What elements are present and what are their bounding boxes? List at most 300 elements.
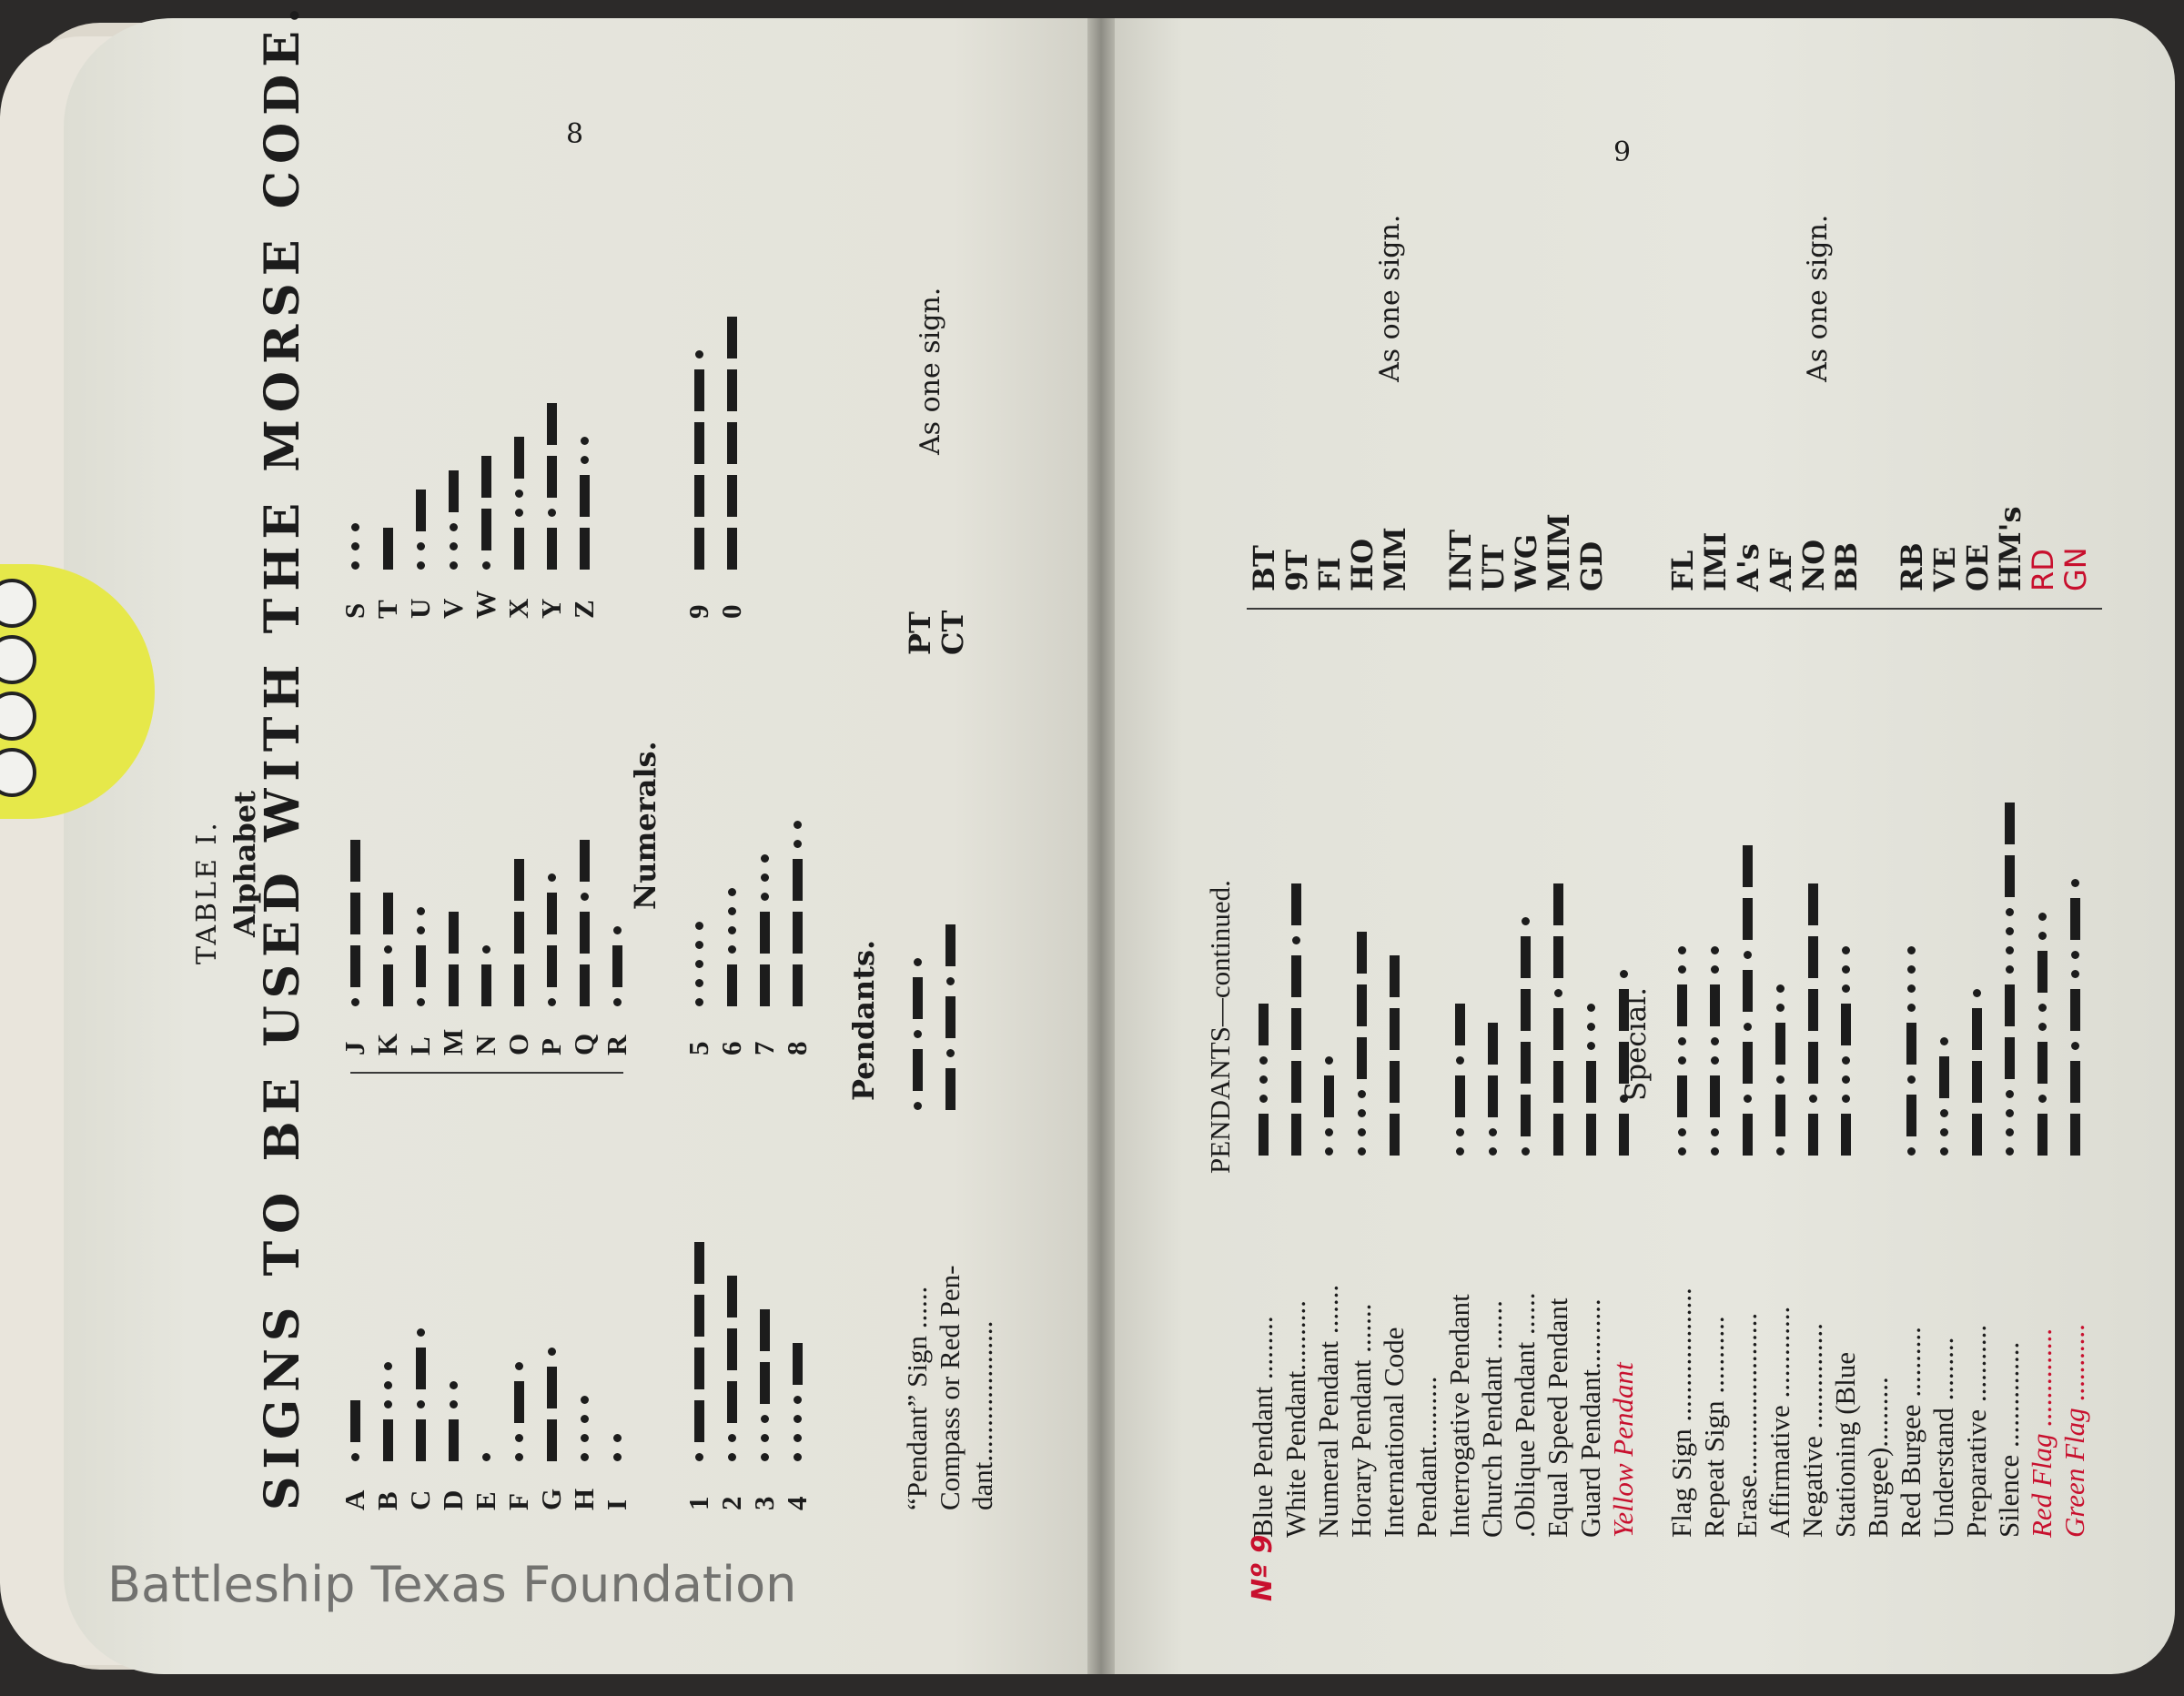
morse-dot xyxy=(450,523,458,531)
morse-dot xyxy=(1325,1147,1333,1156)
morse-dot xyxy=(1259,1075,1268,1084)
morse-dash xyxy=(547,945,557,987)
morse-dash xyxy=(416,945,426,987)
morse-dot xyxy=(1587,1042,1595,1050)
list-item xyxy=(535,398,568,619)
pendant-sign: FL xyxy=(1665,550,1700,591)
morse-dot xyxy=(728,945,736,954)
morse-dash xyxy=(350,945,360,987)
list-item xyxy=(748,815,781,1055)
morse-dash xyxy=(514,528,524,570)
morse-dot xyxy=(1711,946,1719,954)
special-label: Special. xyxy=(1620,987,1653,1101)
morse-dash xyxy=(1553,1008,1563,1050)
list-item xyxy=(437,398,470,619)
morse-dot xyxy=(2006,1147,2014,1156)
row-label: 5 xyxy=(682,1041,714,1055)
morse-dash xyxy=(727,1276,737,1317)
morse-dash xyxy=(449,964,459,1006)
morse-dot xyxy=(450,561,458,570)
morse-dot xyxy=(1776,984,1785,993)
morse-dash xyxy=(1390,1061,1400,1103)
morse-code xyxy=(383,522,393,575)
morse-dot xyxy=(695,998,703,1006)
row-label: “Pendant” Sign ...... xyxy=(901,1286,933,1510)
handwritten-note: Nº 9 xyxy=(1247,1534,1279,1601)
morse-dash xyxy=(945,924,956,966)
list-item xyxy=(781,1237,814,1510)
morse-dot xyxy=(351,998,359,1006)
morse-dash xyxy=(1743,970,1753,1012)
morse-dash xyxy=(514,964,524,1006)
morse-dash xyxy=(547,1367,557,1408)
morse-dash xyxy=(1553,1061,1563,1103)
row-label: Equal Speed Pendant xyxy=(1542,1297,1573,1538)
numerals-label: Numerals. xyxy=(628,741,662,910)
morse-dash xyxy=(449,912,459,954)
alphabet-column-3 xyxy=(339,398,601,619)
morse-dot xyxy=(1678,1056,1686,1065)
morse-dot xyxy=(515,1453,523,1461)
morse-dot xyxy=(695,960,703,968)
morse-dash xyxy=(547,528,557,570)
morse-dot xyxy=(1744,1023,1752,1031)
pendant-sign: OE xyxy=(1960,543,1995,591)
list-item xyxy=(535,834,568,1055)
morse-dot xyxy=(1940,1109,1948,1117)
morse-dash xyxy=(793,859,803,901)
list-item xyxy=(535,1323,568,1510)
morse-code xyxy=(580,834,590,1012)
row-label: R xyxy=(601,1035,632,1055)
morse-code xyxy=(2005,797,2015,1161)
morse-code xyxy=(1586,998,1596,1161)
morse-code xyxy=(449,465,459,575)
numerals-column-3 xyxy=(682,311,748,619)
morse-code xyxy=(580,431,590,575)
list-item xyxy=(371,1323,404,1510)
list-item xyxy=(502,834,535,1055)
morse-dot xyxy=(761,893,769,901)
list-item xyxy=(682,1237,715,1510)
morse-dot xyxy=(1678,1128,1686,1136)
pendant-sign: PT xyxy=(903,611,937,655)
morse-code xyxy=(1455,998,1465,1161)
morse-dash xyxy=(1357,984,1367,1026)
morse-dot xyxy=(515,490,523,498)
morse-dot xyxy=(794,1396,802,1404)
row-label: D xyxy=(437,1489,469,1510)
pendant-sign: RB xyxy=(1895,542,1929,591)
morse-dash xyxy=(727,369,737,411)
morse-code xyxy=(793,815,803,1012)
morse-code xyxy=(1390,950,1400,1161)
list-item xyxy=(437,834,470,1055)
row-label: Yellow Pendant xyxy=(1607,1362,1639,1538)
row-label: 0 xyxy=(715,604,747,619)
morse-code xyxy=(449,906,459,1012)
list-item xyxy=(1665,797,1698,1538)
list-item xyxy=(502,398,535,619)
morse-code xyxy=(416,1323,426,1467)
row-label: T xyxy=(371,600,403,619)
row-label: 4 xyxy=(781,1496,813,1510)
row-label: Preparative ........... xyxy=(1960,1324,1992,1538)
pendant-sign: HO xyxy=(1345,538,1380,591)
morse-dot xyxy=(384,1381,392,1389)
pendant-sign: RD xyxy=(2026,549,2060,591)
morse-code xyxy=(1972,984,1982,1161)
morse-code xyxy=(727,311,737,575)
list-item xyxy=(901,919,934,1510)
morse-dot xyxy=(384,1400,392,1408)
numerals-column-1 xyxy=(682,1237,814,1510)
row-label: Blue Pendant ......... xyxy=(1247,1316,1279,1538)
morse-dash xyxy=(481,964,491,1006)
morse-dash xyxy=(2005,984,2015,1026)
morse-dash xyxy=(580,840,590,882)
morse-dash xyxy=(449,470,459,512)
morse-code xyxy=(547,398,557,575)
pendant-sign: A's xyxy=(1731,543,1765,591)
morse-dash xyxy=(913,1049,923,1091)
morse-code xyxy=(727,883,737,1012)
morse-dash xyxy=(416,1348,426,1389)
right-page-content xyxy=(1204,118,2184,1601)
row-label: J xyxy=(339,1041,370,1055)
morse-dash xyxy=(1586,1061,1596,1103)
morse-dash xyxy=(2005,855,2015,897)
list-item xyxy=(470,1323,502,1510)
morse-dot xyxy=(417,1328,425,1337)
morse-code xyxy=(547,1342,557,1467)
morse-code xyxy=(350,834,360,1012)
morse-dash xyxy=(547,1419,557,1461)
list-item xyxy=(568,834,601,1055)
morse-code xyxy=(383,1357,393,1467)
morse-dot xyxy=(1358,1147,1366,1156)
morse-code xyxy=(482,1448,490,1467)
pendant-sign: CT xyxy=(935,610,970,655)
morse-dash xyxy=(547,403,557,445)
morse-dot xyxy=(695,1453,703,1461)
row-label: W xyxy=(470,591,501,619)
morse-dash xyxy=(727,422,737,464)
row-label: X xyxy=(502,598,534,619)
morse-dash xyxy=(760,912,770,954)
alphabet-column-1 xyxy=(339,1323,633,1510)
row-label: dant.................... xyxy=(966,1320,998,1510)
morse-dot xyxy=(2006,927,2014,935)
morse-dot xyxy=(548,509,556,517)
morse-dot xyxy=(1259,1056,1268,1065)
morse-dot xyxy=(1678,965,1686,974)
morse-dash xyxy=(1259,1004,1269,1045)
morse-dot xyxy=(1678,1147,1686,1156)
morse-dash xyxy=(2037,1114,2048,1156)
pendant-sign: INT xyxy=(1443,529,1478,591)
morse-dot xyxy=(2038,1095,2047,1103)
morse-dash xyxy=(350,1400,360,1442)
pendant-sign: BT xyxy=(1247,545,1281,591)
morse-dot xyxy=(1489,1128,1497,1136)
morse-dash xyxy=(1521,1095,1531,1136)
morse-dot xyxy=(482,945,490,954)
morse-dash xyxy=(1906,1095,1916,1136)
row-label: Red Flag .............. xyxy=(2026,1328,2058,1538)
morse-dash xyxy=(727,1328,737,1370)
row-label: 3 xyxy=(748,1496,780,1510)
morse-dash xyxy=(1939,1056,1949,1098)
morse-code xyxy=(581,1390,589,1467)
morse-dash xyxy=(1710,1075,1720,1117)
row-label: C xyxy=(404,1489,436,1510)
row-label: M xyxy=(437,1028,469,1055)
right-pendants-list xyxy=(1247,878,1640,1538)
list-item xyxy=(2058,797,2091,1538)
tab-hole-icon xyxy=(0,579,36,628)
morse-dot xyxy=(2006,965,2014,974)
morse-dot xyxy=(695,350,703,358)
row-label: Silence ............... xyxy=(1993,1341,2025,1538)
morse-dot xyxy=(728,1434,736,1442)
morse-dot xyxy=(548,998,556,1006)
morse-dash xyxy=(1291,883,1301,925)
morse-code xyxy=(694,1237,704,1467)
morse-dot xyxy=(613,998,622,1006)
morse-dash xyxy=(694,475,704,517)
morse-dash xyxy=(1553,883,1563,925)
morse-code xyxy=(727,1270,737,1467)
list-item xyxy=(1247,878,1279,1538)
as-one-sign-note: As one sign. xyxy=(915,287,946,455)
morse-code xyxy=(1906,941,1916,1161)
list-item xyxy=(1378,878,1410,1538)
morse-dot xyxy=(1842,1075,1850,1084)
pendant-sign: GD xyxy=(1574,540,1609,591)
morse-dash xyxy=(760,1362,770,1404)
morse-dot xyxy=(482,1453,490,1461)
morse-dash xyxy=(1586,1114,1596,1156)
morse-code xyxy=(481,940,491,1012)
morse-dash xyxy=(350,840,360,882)
row-label: Z xyxy=(568,600,600,619)
row-label: International Code xyxy=(1378,1327,1410,1538)
morse-code xyxy=(514,1357,524,1467)
list-item xyxy=(568,398,601,619)
list-item xyxy=(502,1323,535,1510)
morse-code xyxy=(350,1395,360,1467)
morse-dash xyxy=(1357,932,1367,974)
morse-dot xyxy=(581,456,589,464)
list-item xyxy=(371,398,404,619)
morse-dot xyxy=(417,561,425,570)
morse-dot xyxy=(1259,1095,1268,1103)
morse-code xyxy=(1808,878,1818,1161)
morse-dot xyxy=(515,1362,523,1370)
morse-dash xyxy=(350,893,360,934)
list-item xyxy=(437,1323,470,1510)
morse-dot xyxy=(417,926,425,934)
morse-dash xyxy=(2070,989,2080,1031)
list-item xyxy=(1443,878,1476,1538)
pendant-sign: WG xyxy=(1509,533,1543,591)
morse-dash xyxy=(416,1419,426,1461)
morse-dash xyxy=(383,1419,393,1461)
morse-dash xyxy=(1455,1004,1465,1045)
list-item xyxy=(1312,878,1345,1538)
pendant-sign: GN xyxy=(2058,547,2093,591)
morse-dash xyxy=(580,912,590,954)
morse-code xyxy=(547,868,557,1012)
morse-code xyxy=(1357,926,1367,1161)
morse-dot xyxy=(1842,1095,1850,1103)
morse-code xyxy=(1324,1051,1334,1161)
list-item xyxy=(1895,797,1927,1538)
row-label: Understand ......... xyxy=(1927,1337,1959,1538)
morse-dash xyxy=(2070,1114,2080,1156)
morse-dot xyxy=(1358,1090,1366,1098)
morse-dot xyxy=(417,542,425,550)
list-item xyxy=(339,398,371,619)
morse-dot xyxy=(2071,879,2079,887)
list-item xyxy=(470,834,502,1055)
row-label: O xyxy=(502,1033,534,1055)
morse-dot xyxy=(1522,1147,1530,1156)
morse-dot xyxy=(613,1453,622,1461)
row-label: U xyxy=(404,598,436,619)
row-label: F xyxy=(502,1493,534,1510)
morse-code xyxy=(612,921,622,1012)
morse-dash xyxy=(2070,898,2080,940)
list-item xyxy=(568,1323,601,1510)
morse-code xyxy=(695,916,703,1012)
row-label: Guard Pendant.......... xyxy=(1574,1298,1606,1538)
pendant-sign: VE xyxy=(1927,546,1962,591)
morse-code xyxy=(514,853,524,1012)
row-label: E xyxy=(470,1491,501,1510)
row-label: .Oblique Pendant ...... xyxy=(1509,1292,1541,1538)
morse-dot xyxy=(728,926,736,934)
morse-dot xyxy=(1678,946,1686,954)
list-item xyxy=(934,919,966,1510)
pendant-sign: 9T xyxy=(1279,549,1314,591)
morse-dot xyxy=(417,998,425,1006)
morse-dot xyxy=(1842,1056,1850,1065)
morse-dot xyxy=(2071,951,2079,959)
morse-dot xyxy=(515,509,523,517)
list-item xyxy=(371,834,404,1055)
morse-dot xyxy=(351,561,359,570)
morse-dot xyxy=(914,1030,922,1038)
morse-dash xyxy=(1775,1023,1785,1065)
morse-dash xyxy=(514,437,524,479)
morse-dash xyxy=(1743,845,1753,887)
list-item xyxy=(1279,878,1312,1538)
pendant-sign: FI xyxy=(1312,557,1347,591)
morse-dot xyxy=(581,1396,589,1404)
row-label: Church Pendant ....... xyxy=(1476,1300,1508,1538)
left-pendants-list xyxy=(901,919,999,1510)
table-heading: SIGNS TO BE USED WITH THE MORSE CODE. xyxy=(255,0,310,1510)
pendant-sign: AF xyxy=(1764,548,1798,591)
morse-dot xyxy=(1744,1095,1752,1103)
list-item xyxy=(1410,878,1443,1538)
row-label: Burgee).......... xyxy=(1862,1377,1894,1538)
morse-dot xyxy=(351,523,359,531)
morse-dot xyxy=(581,1434,589,1442)
morse-dash xyxy=(2005,1037,2015,1079)
row-label: Numeral Pendant ....... xyxy=(1312,1284,1344,1538)
left-page-content xyxy=(191,0,1138,1529)
morse-dash xyxy=(481,456,491,498)
morse-dash xyxy=(793,964,803,1006)
morse-dash xyxy=(793,912,803,954)
morse-dash xyxy=(945,1068,956,1110)
morse-dot xyxy=(2006,908,2014,916)
row-label: Y xyxy=(535,598,567,619)
morse-dash xyxy=(694,1242,704,1284)
morse-dot xyxy=(1587,1004,1595,1012)
morse-dot xyxy=(1711,1147,1719,1156)
row-label: V xyxy=(437,598,469,619)
morse-code xyxy=(1488,1017,1498,1161)
morse-dot xyxy=(1325,1128,1333,1136)
morse-dot xyxy=(548,873,556,882)
as-one-sign-note: As one sign. xyxy=(1374,214,1406,382)
morse-dash xyxy=(760,1309,770,1351)
pendant-sign: BB xyxy=(1829,541,1864,591)
morse-dot xyxy=(695,941,703,949)
row-label: White Pendant.......... xyxy=(1279,1300,1311,1538)
list-item xyxy=(1476,878,1509,1538)
row-label: 1 xyxy=(682,1496,714,1510)
list-item xyxy=(1993,797,2026,1538)
list-item xyxy=(682,815,715,1055)
morse-dot xyxy=(1292,936,1300,944)
row-label: Horary Pendant ....... xyxy=(1345,1303,1377,1538)
morse-dash xyxy=(2005,803,2015,844)
morse-code xyxy=(1521,912,1531,1161)
morse-dot xyxy=(581,1415,589,1423)
pendants-continued-heading: PENDANTS—continued. xyxy=(1204,880,1236,1174)
row-label: G xyxy=(535,1488,567,1510)
morse-dot xyxy=(1907,1004,1916,1012)
list-item xyxy=(1960,797,1993,1538)
morse-code xyxy=(1677,941,1687,1161)
morse-dot xyxy=(761,854,769,863)
list-item xyxy=(1829,797,1862,1538)
list-item xyxy=(1764,797,1796,1538)
row-label: Q xyxy=(568,1033,600,1055)
morse-dash xyxy=(1291,1114,1301,1156)
morse-dot xyxy=(384,1362,392,1370)
morse-dot xyxy=(450,542,458,550)
morse-dot xyxy=(1842,946,1850,954)
morse-dot xyxy=(548,1348,556,1356)
morse-dot xyxy=(914,1102,922,1110)
morse-dash xyxy=(547,893,557,934)
morse-dash xyxy=(580,528,590,570)
morse-dot xyxy=(450,1381,458,1389)
pendant-sign: UT xyxy=(1476,544,1511,591)
morse-code xyxy=(449,1376,459,1467)
morse-code xyxy=(383,887,393,1012)
morse-dot xyxy=(728,1453,736,1461)
morse-dash xyxy=(1521,1042,1531,1084)
morse-dot xyxy=(2038,932,2047,940)
morse-dash xyxy=(1972,1008,1982,1050)
